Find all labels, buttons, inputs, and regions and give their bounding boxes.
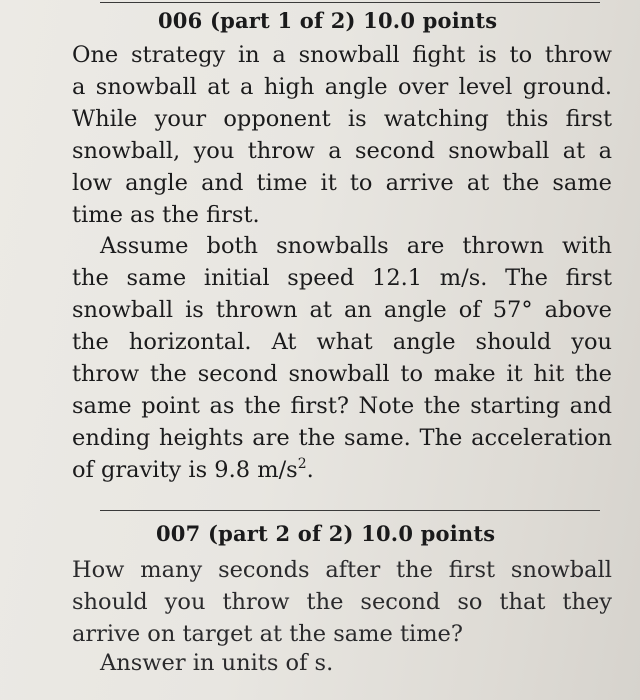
problem-006-paragraph-2: [72, 230, 612, 486]
text-line: arrive on target at the same time?: [72, 621, 463, 647]
problem-007-heading: 007 (part 2 of 2) 10.0 points: [156, 521, 496, 546]
text-line: One strategy in a snowball fight is to throw: [72, 42, 612, 68]
text-line: low angle and time it to arrive at the same: [72, 170, 612, 196]
text-line: a snowball at a high angle over level ground.: [72, 74, 612, 100]
text-line: snowball is thrown at an angle of 57° above: [72, 297, 612, 323]
text-line: should you throw the second so that they: [72, 589, 612, 615]
text-line: While your opponent is watching this first: [72, 106, 612, 132]
section-divider: [100, 510, 600, 511]
text-line: ending heights are the same. The acceleration: [72, 425, 612, 451]
gravity-line: [72, 454, 612, 486]
gravity-period: .: [306, 457, 314, 483]
text-line: same point as the first? Note the starting and: [72, 393, 612, 419]
text-line: the same initial speed 12.1 m/s. The first: [72, 265, 612, 291]
text-line: time as the first.: [72, 202, 260, 228]
top-divider: [100, 2, 600, 3]
text-line: Assume both snowballs are thrown with: [100, 233, 612, 259]
text-line: the horizontal. At what angle should you: [72, 329, 612, 355]
text-line: How many seconds after the first snowball: [72, 557, 612, 583]
problem-007-paragraph: [72, 554, 612, 650]
problem-006-heading: 006 (part 1 of 2) 10.0 points: [158, 8, 498, 33]
text-line: throw the second snowball to make it hit the: [72, 361, 612, 387]
answer-units-prompt: Answer in units of s.: [100, 650, 334, 676]
text-line: snowball, you throw a second snowball at a: [72, 138, 612, 164]
problem-006-paragraph-1: [72, 39, 612, 231]
gravity-exponent: 2: [297, 456, 307, 472]
gravity-text: of gravity is 9.8 m/s: [72, 457, 298, 483]
